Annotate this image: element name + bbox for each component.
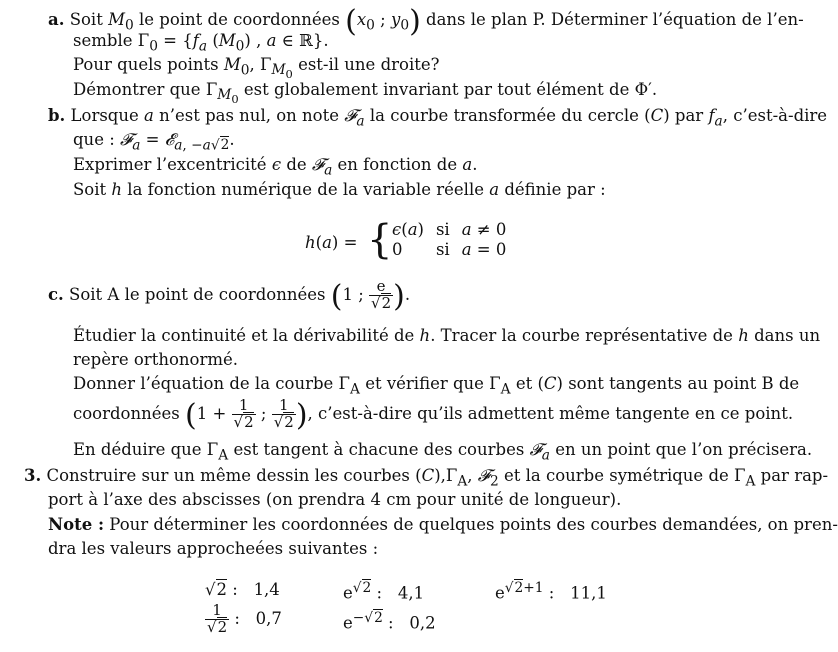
item-c-label: c. xyxy=(48,284,64,304)
text: dans un xyxy=(754,326,821,345)
item-b-line-1: b. Lorsque a n’est pas nul, on note 𝓕$_a$ la courbe transformée du cercle (C) par $f_a$, c’est-à-dire xyxy=(48,106,828,130)
item-c-line-5: coordonnées (1 + $\frac{1}{√2}$ ; $\frac{1}{√2}$ ), c’est-à-dire qu’ils admettent même tangente en ce point. xyxy=(73,396,794,433)
text: la fonction numérique de la variable réelle xyxy=(127,180,484,199)
approx-e-neg-sqrt2: $e^{-√2}$ : 0,2 xyxy=(343,610,436,633)
value: 0,7 xyxy=(255,608,282,628)
item-b-label: b. xyxy=(48,106,66,125)
item-a-line-1: a. Soit $M_0$ le point de coordonnées ($x_0$ ; $y_0$) dans le plan P. Déterminer l’équation de l’en- xyxy=(48,4,804,39)
text: sont tangents au point B de xyxy=(568,374,800,393)
text: si xyxy=(435,239,450,259)
text: Soit xyxy=(69,10,103,29)
text: est-il une droite? xyxy=(298,55,440,74)
item-3-line-1: 3. Construire sur un même dessin les courbes $(C),\Gamma_A$, 𝓕$_2$ et la courbe symétrique de $\Gamma_A$ par rap- xyxy=(24,466,829,490)
item-c-line-6: En déduire que $\Gamma_A$ est tangent à chacune des courbes 𝓕$_a$ en un point que l’on précisera. xyxy=(73,440,813,464)
text: repère orthonormé. xyxy=(73,350,238,369)
text: dans le plan P. Déterminer l’équation de l’en- xyxy=(426,10,804,29)
fraction-1-over-sqrt2: $\frac{1}{√2}$ xyxy=(233,396,254,431)
text: semble xyxy=(73,31,133,50)
h-definition-cases: ϵ(a) si a ≠ 0 0 si a = 0 xyxy=(386,220,512,260)
text: Étudier la continuité et la dérivabilité de xyxy=(73,326,415,345)
text: Lorsque xyxy=(70,106,139,125)
text: de xyxy=(286,155,307,174)
fraction-1-over-sqrt2: $\frac{1}{√2}$ xyxy=(207,601,228,636)
note-label: Note : xyxy=(48,515,105,534)
text: la courbe transformée du cercle xyxy=(369,106,639,125)
note-line-2 xyxy=(48,539,378,559)
item-b-line-4: Soit h la fonction numérique de la variable réelle a définie par : xyxy=(73,180,606,199)
text: En déduire que xyxy=(73,440,202,459)
item-3-label: 3. xyxy=(24,466,42,485)
text: Pour quels points xyxy=(73,55,219,74)
note-line-1 xyxy=(48,515,838,535)
item-b-line-2: que : 𝓕$_a$ = 𝓔$_{a, -a√2}$. xyxy=(73,130,235,154)
text: par rap- xyxy=(760,466,829,485)
text: Construire sur un même dessin les courbes xyxy=(46,466,410,485)
text: . Tracer la courbe représentative de xyxy=(430,326,733,345)
item-b-line-3: Exprimer l’excentricité ϵ de 𝓕$_a$ en fonction de a. xyxy=(73,155,478,179)
text: Soit A le point de coordonnées xyxy=(69,284,326,304)
approx-sqrt2: √2 : 1,4 xyxy=(205,580,280,599)
text: Soit xyxy=(73,180,107,199)
text: port à l’axe des abscisses (on prendra 4 cm pour unité de longueur). xyxy=(48,490,622,509)
fraction-1-over-sqrt2: $\frac{1}{√2}$ xyxy=(273,396,294,431)
text: définie par : xyxy=(504,180,606,199)
text: et la courbe symétrique de xyxy=(503,466,729,485)
text: Exprimer l’excentricité xyxy=(73,155,267,174)
value: 1,4 xyxy=(253,580,280,599)
item-3-line-2 xyxy=(48,490,621,510)
value: 0,2 xyxy=(409,613,436,633)
approx-inv-sqrt2: $\frac{1}{√2}$ : 0,7 xyxy=(207,601,282,636)
text: , c’est-à-dire xyxy=(722,106,828,125)
item-c-line-3 xyxy=(73,350,238,370)
fraction-e-over-sqrt2: $\frac{e}{√2}$ xyxy=(371,277,392,312)
approx-e-sqrt2: $e^{√2}$ : 4,1 xyxy=(343,580,425,603)
item-a-line-4: Démontrer que $\Gamma_{M_0}$ est globalement invariant par tout élément de Φ′. xyxy=(73,80,658,107)
item-a-line-3: Pour quels points $M_0$, $\Gamma_{M_0}$ est-il une droite? xyxy=(73,55,440,82)
text: par xyxy=(674,106,704,125)
text: est tangent à chacune des courbes xyxy=(233,440,525,459)
item-a-line-2: semble $\Gamma_0 = \{f_a$ $(M_0)$ , a ∈ ℝ}. xyxy=(73,31,329,55)
text: dra les valeurs approcheées suivantes : xyxy=(48,539,379,558)
text: 0 xyxy=(392,239,403,259)
h-definition-lhs: h(a) = xyxy=(305,233,358,252)
text: si xyxy=(435,220,450,239)
value: 11,1 xyxy=(570,583,607,603)
item-c-line-4: Donner l’équation de la courbe $\Gamma_A$ et vérifier que $\Gamma_A$ et (C) sont tangents au point B de xyxy=(73,374,800,398)
text: et vérifier que xyxy=(365,374,484,393)
text: Pour déterminer les coordonnées de quelques points des courbes demandées, on pren- xyxy=(109,515,838,534)
text: n’est pas nul, on note xyxy=(159,106,339,125)
text: est globalement invariant par tout élément de xyxy=(243,80,630,99)
text: Démontrer que xyxy=(73,80,201,99)
text: , c’est-à-dire qu’ils admettent même tangente en ce point. xyxy=(307,403,794,423)
text: en fonction de xyxy=(337,155,458,174)
left-brace: { xyxy=(367,217,393,263)
text: que : xyxy=(73,130,115,149)
item-c-line-2: Étudier la continuité et la dérivabilité de h. Tracer la courbe représentative de h dans un xyxy=(73,326,821,345)
text: Donner l’équation de la courbe xyxy=(73,374,334,393)
text: coordonnées xyxy=(73,403,180,423)
text: le point de coordonnées xyxy=(139,10,340,29)
item-c-line-1: c. Soit A le point de coordonnées (1 ; $\frac{e}{√2}$ ). xyxy=(48,277,411,314)
item-a-label: a. xyxy=(48,10,65,29)
text: en un point que l’on précisera. xyxy=(555,440,813,459)
value: 4,1 xyxy=(397,583,425,603)
approx-e-sqrt2-plus-1: $e^{√2+1}$ : 11,1 xyxy=(495,580,607,603)
